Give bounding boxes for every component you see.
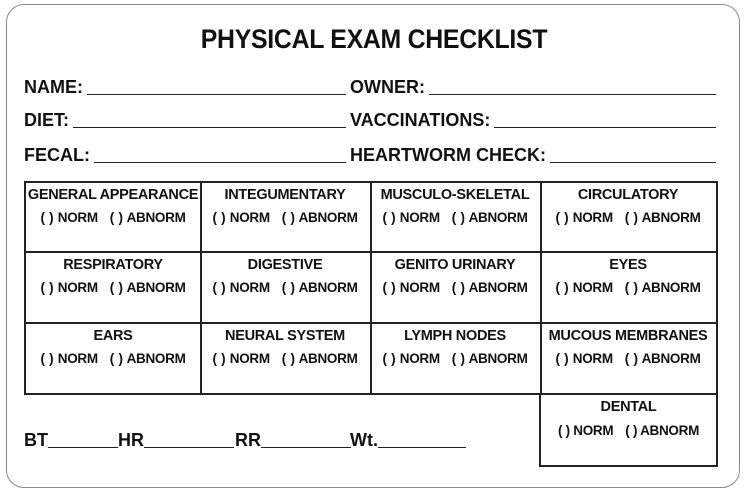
- system-name: GENITO URINARY: [394, 257, 516, 273]
- abnorm-checkbox[interactable]: ( ) ABNORM: [281, 280, 358, 295]
- owner-field[interactable]: [350, 73, 716, 97]
- dental-options: [541, 423, 716, 438]
- system-name: EYES: [609, 257, 647, 273]
- owner-label: OWNER:: [350, 77, 425, 97]
- norm-checkbox[interactable]: ( ) NORM: [212, 280, 270, 295]
- abnorm-checkbox[interactable]: ( ) ABNORM: [625, 423, 700, 438]
- abnorm-checkbox[interactable]: ( ) ABNORM: [624, 210, 701, 225]
- system-name: GENERAL APPEARANCE: [27, 187, 199, 203]
- norm-checkbox[interactable]: ( ) NORM: [40, 351, 98, 366]
- abnorm-checkbox[interactable]: ( ) ABNORM: [451, 210, 528, 225]
- rr-field[interactable]: [235, 426, 351, 450]
- system-name: INTEGUMENTARY: [224, 187, 346, 203]
- rr-label: RR: [235, 430, 261, 450]
- dental-name: DENTAL: [600, 399, 657, 415]
- system-name: LYMPH NODES: [404, 328, 506, 344]
- abnorm-checkbox[interactable]: ( ) ABNORM: [624, 280, 701, 295]
- heartworm-field[interactable]: [350, 141, 716, 165]
- system-cell: [200, 253, 370, 322]
- abnorm-checkbox[interactable]: ( ) ABNORM: [109, 210, 186, 225]
- norm-checkbox[interactable]: ( ) NORM: [212, 351, 270, 366]
- diet-line: [73, 126, 346, 128]
- abnorm-checkbox[interactable]: ( ) ABNORM: [281, 210, 358, 225]
- page-title: PHYSICAL EXAM CHECKLIST: [200, 24, 548, 54]
- norm-checkbox[interactable]: ( ) NORM: [555, 280, 613, 295]
- rr-line: [261, 446, 351, 448]
- norm-checkbox[interactable]: ( ) NORM: [212, 210, 270, 225]
- systems-grid: [24, 181, 718, 395]
- hr-label: HR: [118, 430, 144, 450]
- norm-checkbox[interactable]: ( ) NORM: [382, 210, 440, 225]
- hr-line: [144, 446, 234, 448]
- system-options: [26, 210, 200, 225]
- system-options: [26, 280, 200, 295]
- system-options: [200, 280, 370, 295]
- wt-label: Wt.: [350, 430, 378, 450]
- wt-line: [378, 446, 466, 448]
- system-name: MUCOUS MEMBRANES: [548, 328, 708, 344]
- system-cell: [26, 253, 200, 322]
- bt-label: BT: [24, 430, 48, 450]
- system-cell: [26, 324, 200, 393]
- system-options: [370, 280, 540, 295]
- system-options: [370, 210, 540, 225]
- wt-field[interactable]: [350, 426, 466, 450]
- abnorm-checkbox[interactable]: ( ) ABNORM: [451, 351, 528, 366]
- system-options: [200, 351, 370, 366]
- fecal-label: FECAL:: [24, 145, 90, 165]
- system-name: CIRCULATORY: [577, 187, 679, 203]
- vaccinations-field[interactable]: [350, 106, 716, 130]
- system-options: [26, 351, 200, 366]
- system-cell: [370, 183, 540, 251]
- system-cell: [26, 183, 200, 251]
- system-options: [370, 351, 540, 366]
- dental-cell: [539, 393, 718, 467]
- system-options: [540, 210, 716, 225]
- bt-field[interactable]: [24, 426, 118, 450]
- system-cell: [370, 324, 540, 393]
- norm-checkbox[interactable]: ( ) NORM: [382, 351, 440, 366]
- system-options: [200, 210, 370, 225]
- norm-checkbox[interactable]: ( ) NORM: [557, 423, 614, 438]
- abnorm-checkbox[interactable]: ( ) ABNORM: [109, 351, 186, 366]
- diet-field[interactable]: [24, 106, 346, 130]
- heartworm-line: [550, 161, 716, 163]
- abnorm-checkbox[interactable]: ( ) ABNORM: [109, 280, 186, 295]
- abnorm-checkbox[interactable]: ( ) ABNORM: [281, 351, 358, 366]
- system-cell: [200, 324, 370, 393]
- norm-checkbox[interactable]: ( ) NORM: [40, 210, 98, 225]
- vaccinations-line: [494, 126, 716, 128]
- norm-checkbox[interactable]: ( ) NORM: [555, 351, 613, 366]
- norm-checkbox[interactable]: ( ) NORM: [40, 280, 98, 295]
- system-cell: [540, 324, 716, 393]
- system-cell: [540, 253, 716, 322]
- system-cell: [200, 183, 370, 251]
- system-name: NEURAL SYSTEM: [225, 328, 345, 344]
- fecal-line: [94, 161, 346, 163]
- abnorm-checkbox[interactable]: ( ) ABNORM: [451, 280, 528, 295]
- owner-line: [429, 93, 716, 95]
- system-name: EARS: [93, 328, 133, 344]
- bt-line: [48, 446, 118, 448]
- vaccinations-label: VACCINATIONS:: [350, 110, 491, 130]
- system-name: DIGESTIVE: [247, 257, 323, 273]
- heartworm-label: HEARTWORM CHECK:: [350, 145, 546, 165]
- name-label: NAME:: [24, 77, 83, 97]
- name-field[interactable]: [24, 73, 346, 97]
- system-options: [540, 280, 716, 295]
- hr-field[interactable]: [118, 426, 234, 450]
- norm-checkbox[interactable]: ( ) NORM: [382, 280, 440, 295]
- norm-checkbox[interactable]: ( ) NORM: [555, 210, 613, 225]
- name-line: [87, 93, 346, 95]
- system-name: MUSCULO-SKELETAL: [380, 187, 530, 203]
- system-cell: [370, 253, 540, 322]
- system-options: [540, 351, 716, 366]
- abnorm-checkbox[interactable]: ( ) ABNORM: [624, 351, 701, 366]
- system-name: RESPIRATORY: [63, 257, 163, 273]
- fecal-field[interactable]: [24, 141, 346, 165]
- system-cell: [540, 183, 716, 251]
- diet-label: DIET:: [24, 110, 69, 130]
